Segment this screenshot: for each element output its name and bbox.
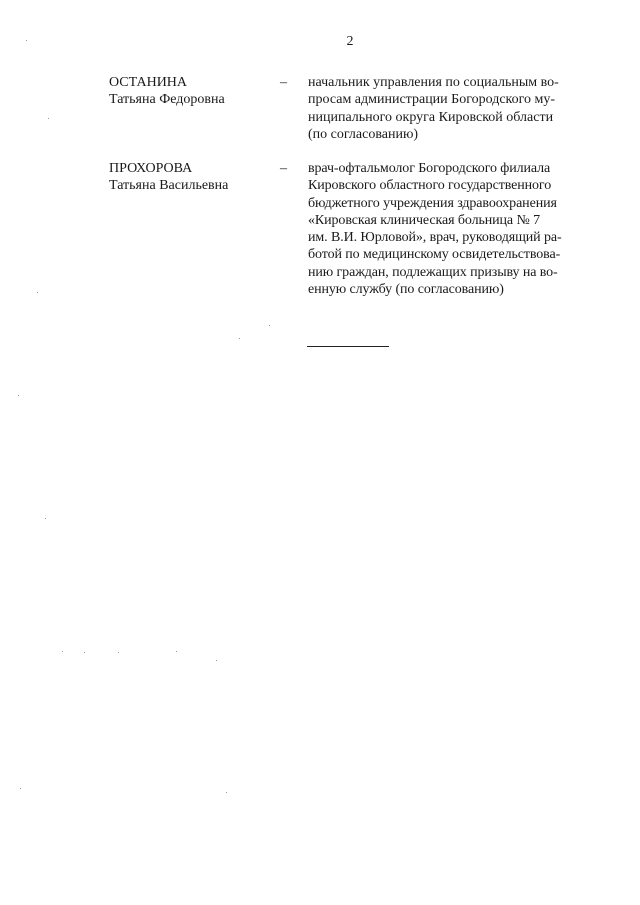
separator-dash: – xyxy=(280,161,287,176)
scan-speck xyxy=(176,651,177,652)
scan-speck xyxy=(18,395,19,396)
scan-speck xyxy=(48,118,49,119)
scan-speck xyxy=(26,40,27,41)
member-surname: ОСТАНИНА xyxy=(109,75,188,90)
member-name xyxy=(109,160,279,195)
scan-speck xyxy=(45,518,46,519)
separator-dash: – xyxy=(280,75,287,90)
scan-speck xyxy=(226,792,227,793)
scan-speck xyxy=(216,660,217,661)
scan-speck xyxy=(20,788,21,789)
scan-speck xyxy=(37,292,38,293)
member-given-names: Татьяна Васильевна xyxy=(109,178,229,194)
member-position: начальник управления по социальным во- просам администрации Богородского му- ниципального округа Кировской области (по согласованию) xyxy=(308,75,559,142)
member-position: врач-офтальмолог Богородского филиала Кировского областного государственного бюджетного учреждения здравоохранения «Кировская клиническая больница № 7 им. В.И. Юрловой», врач, руководящий ра- ботой по медицинскому освидетельствова- нию граждан, подлежащих призыву на во- енную службу (по согласованию) xyxy=(308,161,562,298)
scan-speck xyxy=(269,325,270,326)
member-surname: ПРОХОРОВА xyxy=(109,161,193,176)
end-of-document-line xyxy=(307,346,389,347)
scan-speck xyxy=(239,338,240,339)
scan-speck xyxy=(118,652,119,653)
member-given-names: Татьяна Федоровна xyxy=(109,92,225,108)
scan-speck xyxy=(84,652,85,653)
scan-speck xyxy=(62,651,63,652)
member-name xyxy=(109,74,279,109)
page-number: 2 xyxy=(346,34,354,49)
